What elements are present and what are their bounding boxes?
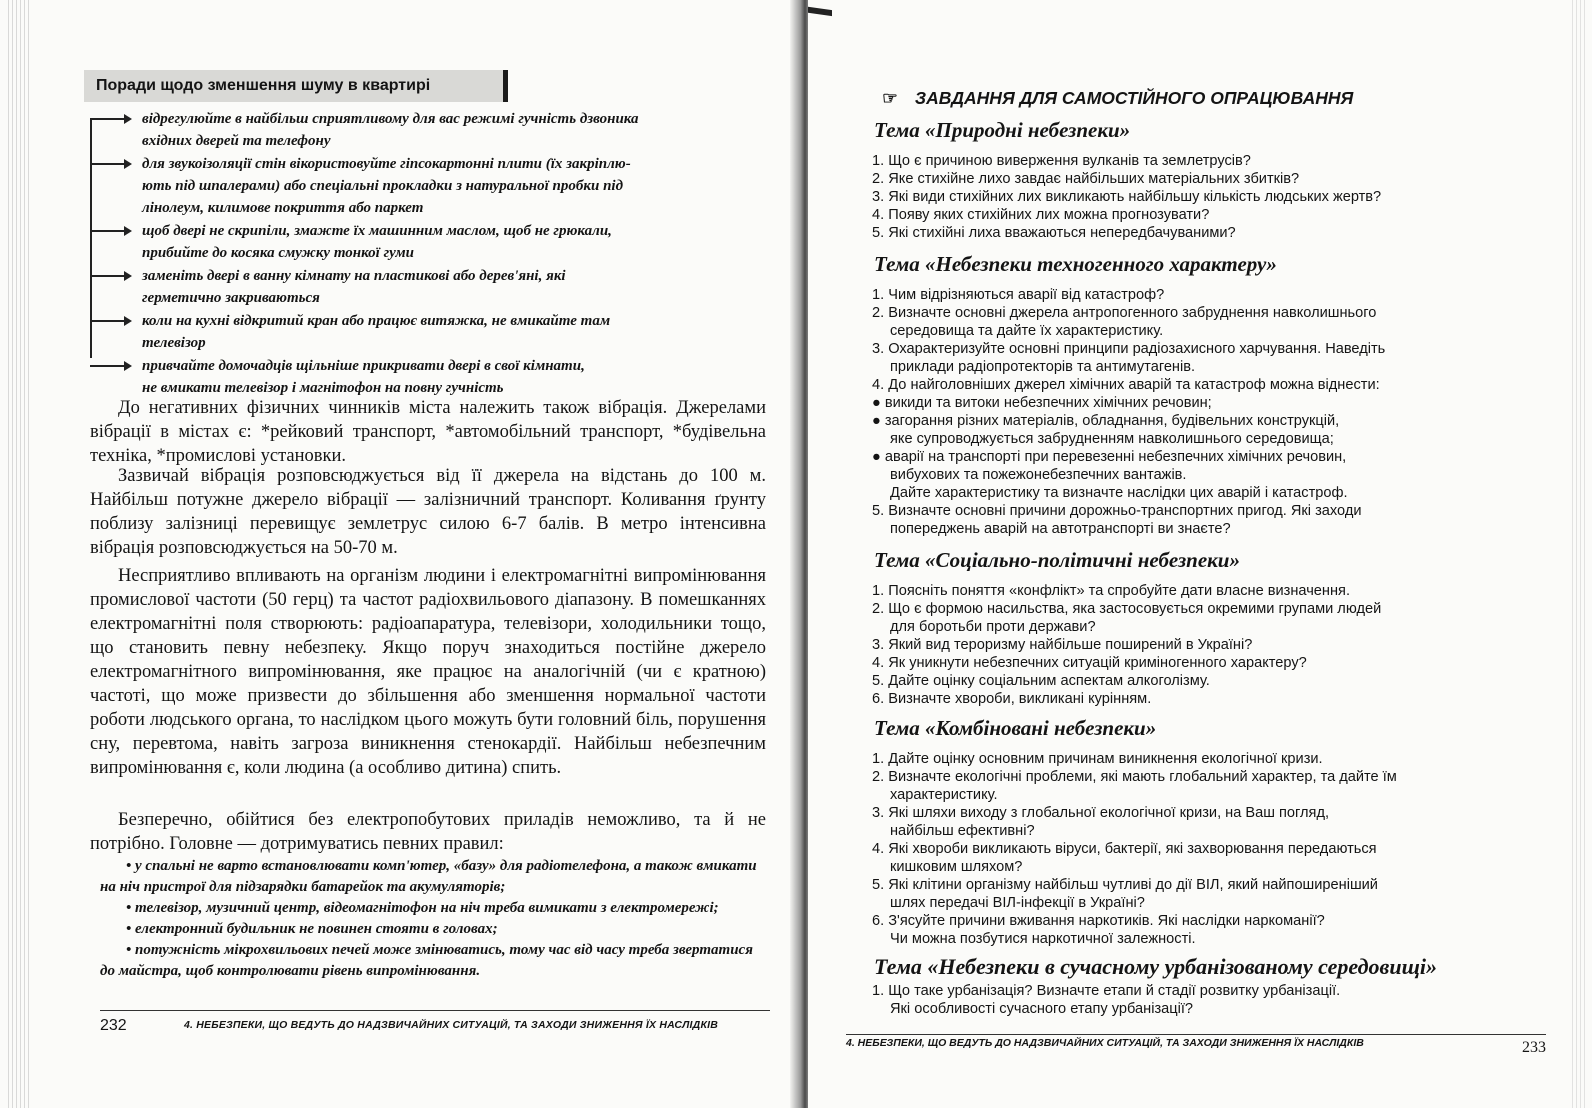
- theme-title: Тема «Небезпеки в сучасному урбанізованому середовищі»: [874, 954, 1438, 979]
- left-footer: [100, 1010, 770, 1034]
- tip-item: відрегулюйте в найбільш сприятливому для вас режимі гучність дзвоника вхідних дверей та телефону: [90, 108, 770, 152]
- arrow-icon: [90, 365, 128, 367]
- question-list: 1. Чим відрізняються аварії від катастроф? 2. Визначте основні джерела антропогенного забруднення навколишнього середовища та дайте їх характеристику. 3. Охарактеризуйте основні принципи радіозахисного харчування. Наведіть приклади радіопротекторів та антимутагенів. 4. До найголовніших джерел хімічних аварій та катастроф можна віднести: ● викиди та витоки небезпечних хімічних речовин; ● загорання різних матеріалів, обладнання, будівельних конструкцій, яке супроводжується забрудненням навколишнього середовища; ● аварії на транспорті при перевезенні небезпечних хімічних речовин, вибухових та пожежонебезпечних вантажів. Дайте характеристику та визначте наслідки цих аварій і катастроф. 5. Визначте основні причини дорожньо-транспортних пригод. Які заходи попереджень аварій на автотранспорті ви знаєте?: [872, 287, 1386, 537]
- arrow-icon: [90, 163, 128, 165]
- page-number: 233: [1522, 1039, 1546, 1056]
- tip-item: коли на кухні відкритий кран або працює витяжка, не вмикайте там телевізор: [90, 310, 770, 354]
- tip-item: привчайте домочадців щільніше прикривати двері в свої кімнати, не вмикати телевізор і магнітофон на повну гучність: [90, 355, 770, 399]
- right-footer: [846, 1034, 1546, 1056]
- theme-title: Тема «Комбіновані небезпеки»: [874, 716, 1157, 740]
- tip-item: щоб двері не скрипіли, змажте їх машинним маслом, щоб не грюкали, прибийте до косяка смужку тонкої гуми: [90, 220, 770, 264]
- rules-list: [100, 856, 770, 982]
- right-page: [808, 0, 1592, 1108]
- tasks-heading: ☞ ЗАВДАННЯ ДЛЯ САМОСТІЙНОГО ОПРАЦЮВАННЯ: [870, 88, 1353, 109]
- rule-item: • у спальні не варто встановлювати комп'ютер, «базу» для радіотелефона, а також вмикати на ніч пристрої для підзарядки батарейок та акумуляторів;: [100, 858, 757, 895]
- tip-item: для звукоізоляції стін вікористовуйте гіпсокартонні плити (їх закріплю- ють під шпалерами) або спеціальні прокладки з натуральної пробки під лінолеум, килимове покриття або паркет: [90, 153, 770, 219]
- arrow-icon: [90, 230, 128, 232]
- theme-title: Тема «Соціально-політичні небезпеки»: [874, 548, 1240, 572]
- page-edge: [8, 0, 30, 1108]
- question-list: 1. Що є причиною виверження вулканів та землетрусів? 2. Яке стихійне лихо завдає найбільших матеріальних збитків? 3. Які види стихійних лих викликають найбільшу кількість людських жертв? 4. Появу яких стихійних лих можна прогнозувати? 5. Які стихійні лиха вважаються непередбачуваними?: [872, 153, 1382, 241]
- theme-title: Тема «Природні небезпеки»: [874, 118, 1131, 142]
- paragraph: До негативних фізичних чинників міста належить також вібрація. Джерелами вібрації в містах є: *рейковий транспорт, *автомобільний транспорт, *будівельна техніка, *промислові установки.: [90, 398, 766, 466]
- arrow-icon: [90, 118, 128, 120]
- question-list: 1. Що таке урбанізація? Визначте етапи й стадії розвитку урбанізації. Які особливості сучасного етапу урбанізації?: [872, 983, 1341, 1017]
- paragraph: Безперечно, обійтися без електропобутових приладів неможливо, та й не потрібно. Головне — дотримуватись певних правил:: [90, 810, 766, 854]
- paragraph: Зазвичай вібрація розповсюджується від її джерела на відстань до 100 м. Найбільш потужне джерело вібрації — залізничний транспорт. Коливання ґрунту поблизу залізниці перевищує землетрус силою 6-7 балів. В метро інтенсивна вібрація розповсюджується на 50-70 м.: [90, 466, 766, 558]
- rule-item: • телевізор, музичний центр, відеомагнітофон на ніч треба вимикати з електромережі;: [126, 900, 719, 916]
- question-list: 1. Поясніть поняття «конфлікт» та спробуйте дати власне визначення. 2. Що є формою насильства, яка застосовується окремими групами людей для боротьби проти держави? 3. Який вид тероризму найбільше поширений в Україні? 4. Як уникнути небезпечних ситуацій криміногенного характеру? 5. Дайте оцінку соціальним аспектам алкоголізму. 6. Визначте хвороби, викликані курінням.: [872, 583, 1382, 707]
- tips-box-title: Поради щодо зменшення шуму в квартирі: [84, 70, 508, 102]
- arrow-icon: [90, 275, 128, 277]
- running-title: 4. НЕБЕЗПЕКИ, ЩО ВЕДУТЬ ДО НАДЗВИЧАЙНИХ СИТУАЦІЙ, ТА ЗАХОДИ ЗНИЖЕННЯ ЇХ НАСЛІДКІВ: [846, 1037, 1364, 1049]
- rule-item: • електронний будильник не повинен стояти в головах;: [126, 921, 498, 937]
- arrow-icon: [90, 320, 128, 322]
- rule-item: • потужність мікрохвильових печей може змінюватись, тому час від часу треба звертатися до майстра, щоб контролювати рівень випромінювання.: [100, 942, 753, 979]
- paragraph: Несприятливо впливають на організм людини і електромагнітні випромінювання промислової частоти (50 герц) та частот радіохвильового діапазону. В помешканнях електромагнітні поля створюють: радіоапаратура, телевізори, холодильники тощо, що становить певну небезпеку. Якщо поруч знаходиться постійне джерело електромагнітного випромінювання, яке працює на аналогічній (чи є кратною) частоті, що може призвести до збільшення або зменшення нормальної частоти роботи людського органа, то наслідком цього можуть бути головний біль, порушення сну, перевтома, навіть загроза виникнення стенокардії. Найбільш небезпечним випромінювання є, коли людина (а особливо дитина) спить.: [90, 566, 766, 778]
- running-title: 4. НЕБЕЗПЕКИ, ЩО ВЕДУТЬ ДО НАДЗВИЧАЙНИХ СИТУАЦІЙ, ТА ЗАХОДИ ЗНИЖЕННЯ ЇХ НАСЛІДКІВ: [184, 1019, 719, 1031]
- tip-item: замeніть двері в ванну кімнату на пластикові або дерев'яні, які герметично закриваються: [90, 265, 770, 309]
- noise-tips-list: [90, 108, 770, 400]
- pointing-hand-icon: ☞: [882, 88, 898, 108]
- page-number: 232: [100, 1017, 127, 1034]
- theme-title: Тема «Небезпеки техногенного характеру»: [874, 252, 1277, 276]
- question-list: 1. Дайте оцінку основним причинам виникнення екологічної кризи. 2. Визначте екологічні проблеми, які мають глобальний характер, та дайте їм характеристику. 3. Які шляхи виходу з глобальної екологічної кризи, на Ваш погляд, найбільш ефективні? 4. Які хвороби викликають віруси, бактерії, які захворювання передаються кишковим шляхом? 5. Які клітини організму найбільш чутливі до дії ВІЛ, який найпоширеніший шлях передачі ВІЛ-інфекції в Україні? 6. З'ясуйте причини вживання наркотиків. Які наслідки наркоманії? Чи можна позбутися наркотичної залежності.: [872, 751, 1397, 947]
